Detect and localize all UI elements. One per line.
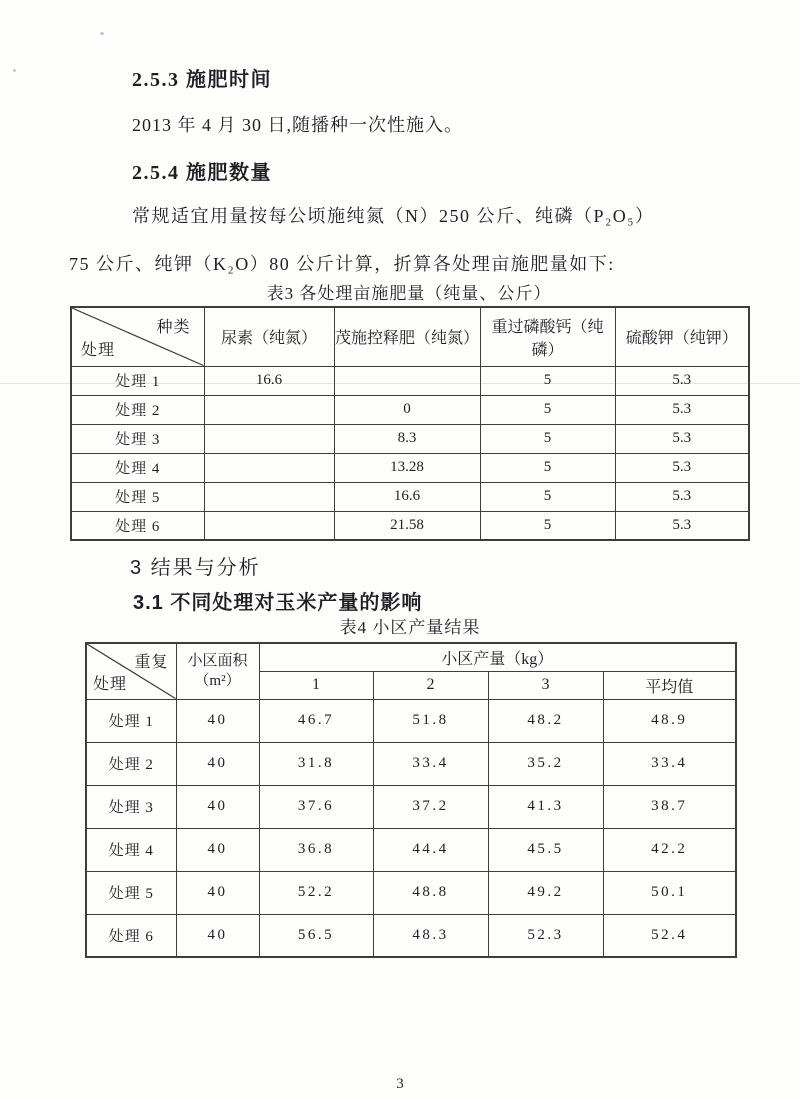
paragraph-fertilize-time: 2013 年 4 月 30 日,随播种一次性施入。	[132, 115, 463, 135]
table-cell: 40	[176, 742, 259, 785]
table-row	[71, 366, 749, 395]
table4-yield-header: 小区产量（kg）	[259, 643, 736, 671]
table-cell: 8.3	[334, 424, 480, 453]
table-cell: 5	[480, 482, 615, 511]
table-cell: 16.6	[204, 366, 334, 395]
table-cell: 5	[480, 395, 615, 424]
table-cell: 37.6	[259, 785, 373, 828]
table-cell: 5.3	[615, 453, 749, 482]
table4-rep-header-2: 2	[373, 671, 488, 699]
table3-row-label: 处理 3	[71, 424, 204, 453]
table3-col-header-superphosphate: 重过磷酸钙（纯磷）	[480, 307, 615, 366]
table-cell: 44.4	[373, 828, 488, 871]
table4-rep-header-1: 1	[259, 671, 373, 699]
table-cell: 5	[480, 424, 615, 453]
table3-corner-bottom-label: 处理	[81, 341, 116, 359]
table-cell: 40	[176, 699, 259, 742]
scan-speck	[100, 32, 104, 35]
table-cell: 33.4	[603, 742, 736, 785]
table3-row-label: 处理 5	[71, 482, 204, 511]
table-cell: 5.3	[615, 424, 749, 453]
table-cell	[204, 511, 334, 540]
table-cell: 51.8	[373, 699, 488, 742]
table-cell: 42.2	[603, 828, 736, 871]
table4-row-label: 处理 4	[86, 828, 176, 871]
page-number: 3	[396, 1076, 404, 1092]
table4-rep-header-3: 3	[488, 671, 603, 699]
table3-row-label: 处理 1	[71, 366, 204, 395]
table-cell: 41.3	[488, 785, 603, 828]
table4-row-label: 处理 6	[86, 914, 176, 957]
table-cell: 5.3	[615, 395, 749, 424]
table-cell: 37.2	[373, 785, 488, 828]
table-cell: 52.4	[603, 914, 736, 957]
paragraph-dosage-line2: 75 公斤、纯钾（K₂O）80 公斤计算，折算各处理亩施肥量如下:	[69, 254, 615, 274]
table-plot-yield-results	[85, 642, 737, 958]
table-cell	[204, 482, 334, 511]
table-cell: 50.1	[603, 871, 736, 914]
table4-corner-bottom-label: 处理	[93, 675, 128, 693]
table-cell	[204, 424, 334, 453]
table-cell: 40	[176, 871, 259, 914]
heading-2-5-4: 2.5.4 施肥数量	[132, 162, 272, 184]
table-cell: 21.58	[334, 511, 480, 540]
table-cell: 0	[334, 395, 480, 424]
table4-row-label: 处理 1	[86, 699, 176, 742]
table-row	[71, 482, 749, 511]
table-row	[86, 914, 736, 957]
table3-col-header-cr-fertilizer: 茂施控释肥（纯氮）	[334, 307, 480, 366]
table-cell: 5.3	[615, 366, 749, 395]
table-cell: 13.28	[334, 453, 480, 482]
heading-2-5-3: 2.5.3 施肥时间	[132, 69, 272, 91]
table4-area-header-line2: （m²）	[194, 673, 241, 690]
table-cell: 40	[176, 785, 259, 828]
table-cell: 5	[480, 366, 615, 395]
table-cell: 46.7	[259, 699, 373, 742]
table-row	[86, 785, 736, 828]
table-row	[71, 424, 749, 453]
table4-header-row-1	[86, 643, 736, 671]
table4-row-label: 处理 5	[86, 871, 176, 914]
table-row	[86, 699, 736, 742]
table-cell: 56.5	[259, 914, 373, 957]
table-cell: 48.8	[373, 871, 488, 914]
heading-3-1: 3.1 不同处理对玉米产量的影响	[133, 592, 423, 614]
table4-row-label: 处理 3	[86, 785, 176, 828]
table-cell: 38.7	[603, 785, 736, 828]
table-cell: 45.5	[488, 828, 603, 871]
table-cell: 35.2	[488, 742, 603, 785]
table-cell: 5	[480, 453, 615, 482]
table-row	[71, 395, 749, 424]
table-row	[86, 871, 736, 914]
table3-col-header-potassium-sulfate: 硫酸钾（纯钾）	[615, 307, 749, 366]
table4-corner-cell	[86, 643, 176, 699]
table-cell: 49.2	[488, 871, 603, 914]
table3-col-header-urea: 尿素（纯氮）	[204, 307, 334, 366]
table3-row-label: 处理 4	[71, 453, 204, 482]
table3-corner-top-label: 种类	[156, 319, 191, 336]
table-cell	[204, 453, 334, 482]
table3-header-row	[71, 307, 749, 366]
table-cell: 5	[480, 511, 615, 540]
table3-caption: 表3 各处理亩施肥量（纯量、公斤）	[266, 284, 552, 303]
table4-corner-top-label: 重复	[134, 654, 169, 671]
table-row	[71, 511, 749, 540]
table3-corner-cell	[71, 307, 204, 366]
table-cell: 40	[176, 914, 259, 957]
table-cell: 48.3	[373, 914, 488, 957]
table-cell: 33.4	[373, 742, 488, 785]
table-row	[86, 828, 736, 871]
scan-speck	[13, 69, 16, 72]
table3-row-label: 处理 6	[71, 511, 204, 540]
table-cell: 40	[176, 828, 259, 871]
table-cell: 52.2	[259, 871, 373, 914]
table-fertilizer-per-mu	[70, 306, 750, 541]
table-row	[71, 453, 749, 482]
table-cell	[334, 366, 480, 395]
heading-3: 3 结果与分析	[130, 557, 261, 579]
table4-rep-header-avg: 平均值	[603, 671, 736, 699]
table-cell: 36.8	[259, 828, 373, 871]
table4-caption: 表4 小区产量结果	[339, 618, 481, 637]
table-cell: 16.6	[334, 482, 480, 511]
table-cell: 48.2	[488, 699, 603, 742]
table-cell: 52.3	[488, 914, 603, 957]
table-cell: 48.9	[603, 699, 736, 742]
table-cell: 5.3	[615, 511, 749, 540]
paragraph-dosage-line1: 常规适宜用量按每公顷施纯氮（N）250 公斤、纯磷（P₂O₅）	[132, 206, 655, 226]
table4-area-header	[176, 643, 259, 699]
table4-area-header-line1: 小区面积	[187, 653, 248, 669]
table-row	[86, 742, 736, 785]
table-cell	[204, 395, 334, 424]
table3-row-label: 处理 2	[71, 395, 204, 424]
table-cell: 5.3	[615, 482, 749, 511]
table4-row-label: 处理 2	[86, 742, 176, 785]
table-cell: 31.8	[259, 742, 373, 785]
